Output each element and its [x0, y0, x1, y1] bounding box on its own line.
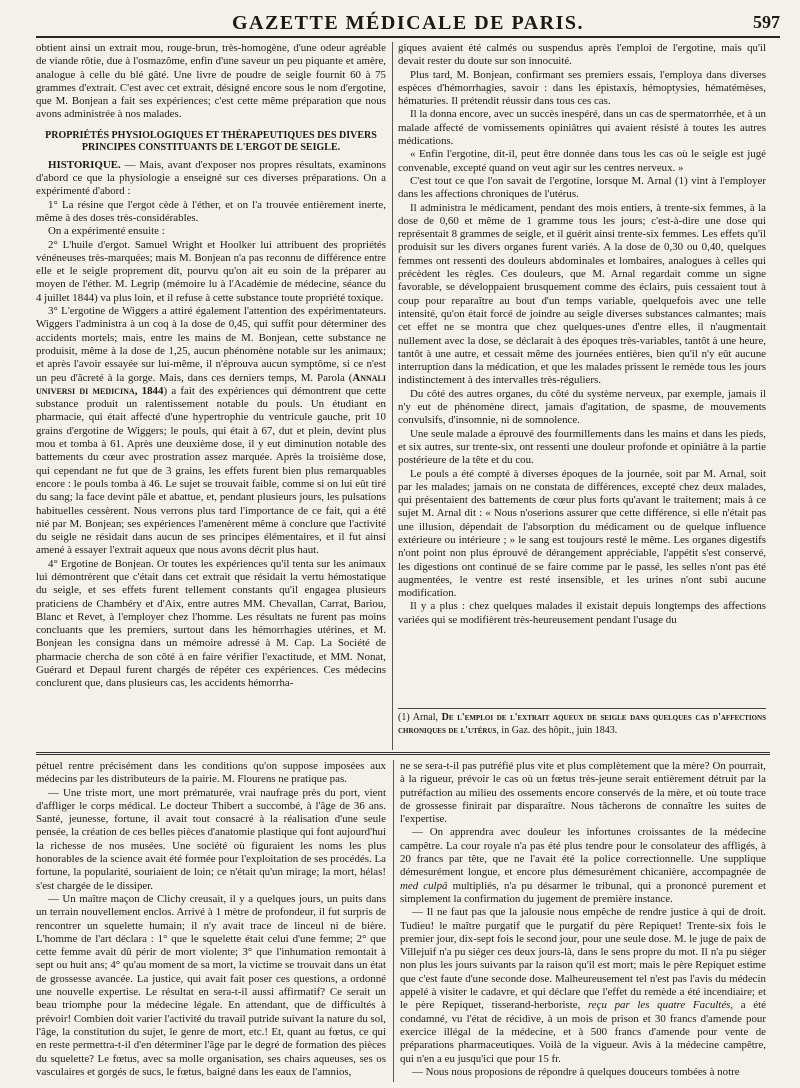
paragraph: — Une triste mort, une mort prématurée, vrai naufrage près du port, vient d'affliger le corps médical. Le docteur Thibert a succombé, à l'âge de 36 ans. Santé, jeunesse, fortune, il avait tout consacré à la réalisation d'une seule pensée, la création de ces belles pièces d'anatomie plastique qui font aujourd'hui la richesse de nos musées. Une société où figuraient les noms les plus honorables de la science avait été formée pour l'exploitation de ses procédés. La fortune, la popularité, souriaient de loin; ce n'était qu'un mirage; la mort, hélas! s'est chargée de le dissiper. [36, 786, 386, 892]
section-title: PROPRIÉTÉS PHYSIOLOGIQUES ET THÉRAPEUTIQUES DES DIVERS PRINCIPES CONSTITUANTS DE L'ERGOT DE SEIGLE. [45, 129, 377, 154]
paragraph: Du côté des autres organes, du côté du système nerveux, par exemple, jamais il n'y eut de phénomène direct, jamais d'agitation, de spasme, de mouvements convulsifs, d'insomnie, ni de somnolence. [398, 387, 766, 427]
section-separator [36, 752, 770, 755]
paragraph: « Enfin l'ergotine, dit-il, peut être donnée dans tous les cas où le seigle est jugé convenable, excepté quand on veut agir sur les centres nerveux. » [398, 148, 766, 174]
column-1 [36, 42, 386, 750]
paragraph: Il y a plus : chez quelques malades il existait depuis longtemps des affections variées qui se modifièrent très-heureusement pendant l'usage du [398, 600, 766, 626]
paragraph [400, 906, 766, 1066]
paragraph: ne se sera-t-il pas putréfié plus vite et plus complètement que la mère? On pourrait, à la rigueur, prévoir le cas où un fœtus très-jeune serait entièrement détruit par la putréfaction au milieu des ossements encore conservés de la mère, et où toute trace de grossesse finirait par disparaître. Nous tâcherons de connaître les suites de l'expertise. [400, 760, 766, 826]
footnote-title: De l'emploi de l'extrait aqueux de seigle dans quelques cas d'affections chroniques de l'utérus [398, 712, 766, 736]
paragraph: giques avaient été calmés ou suspendus après l'emploi de l'ergotine, mais qu'il devait rester du doute sur son innocuité. [398, 42, 766, 68]
paragraph: Il la donna encore, avec un succès inespéré, dans un cas de spermatorrhée, et à un malade affecté de vomissements opiniâtres qui avaient résisté à toutes les autres médications. [398, 108, 766, 148]
paragraph-text: ) a fait des expériences qui démontrent que cette substance produit un ralentissement notable du pouls. Un étudiant en pharmacie, qui était affecté d'une hypertrophie du ventricule gauche, prit 10 grains d'ergotine de Wiggers; le pouls, qui était à 67, dut et plein, devint plus mou et tomba à 61. Après une deuxième dose, il y eut diminution notable des battements du cœur avec prostration assez marquée. Après la troisième dose, qui cependant ne fut que de 3 grains, les effets furent bien plus remarquables encore : le pouls tomba à 46. Le sujet se trouvait faible, comme si on lui eût tiré du sang; la face devint pâle et abattue, et, pendant plusieurs jours, les pulsations habituelles cessèrent. Nous verrons plus tard l'importance de ce fait, qui a été nié par M. Bonjean; ses expériences l'amenèrent même à conclure que l'activité du seigle ne résidait dans aucun de ses principes élémentaires, et il fut ainsi amené à essayer l'extrait aqueux que nous avons décrit plus haut. [36, 384, 386, 557]
column-divider [392, 42, 393, 750]
paragraph: — Nous nous proposions de répondre à quelques douceurs tombées à notre [412, 1065, 740, 1078]
paragraph: Le pouls a été compté à diverses époques de la journée, soit par M. Arnal, soit par les malades; jamais on ne constata de différences, excepté chez deux malades, qui présentaient des battements de cœur plus forts qu'avant le traitement; mais à ce sujet M. Arnal dit : « Nous n'oserions assurer que cette différence, si elle n'était pas une illusion, dépendait de l'absorption du médicament ou de quelque influence extérieure ou intérieure ; » le sang est toujours resté le même. Les organes digestifs n'ont point non plus éprouvé de dérangement appréciable, l'appétit s'est conservé, les digestions ont continué de se faire comme par le passé, les selles n'ont pas été augmentées, le ventre est resté insensible, et les urines n'ont subi aucune modification. [398, 467, 766, 600]
column-2 [398, 42, 766, 704]
paragraph: 1° La résine que l'ergot cède à l'éther, et on l'a trouvée entièrement inerte, même à des doses très-considérables. [36, 198, 386, 224]
paragraph: On a expérimenté ensuite : [48, 225, 165, 238]
paragraph: Plus tard, M. Bonjean, confirmant ses premiers essais, l'employa dans diverses espèces d'hémorrhagies, savoir : dans les épistaxis, hémoptysies, hématémèses, hématuries. Il prétendit réussir dans tous ces cas. [398, 68, 766, 108]
paragraph: 4° Ergotine de Bonjean. Or toutes les expériences qu'il tenta sur les animaux lui démontrèrent que c'était dans cet extrait que résidait la vertu hémostatique du seigle, et ses effets furent tellement constants qu'il engagea plusieurs praticiens de Chambéry et d'Aix, entre autres MM. Chevallan, Carrat, Bariou, Blanc et Revet, à l'employer chez l'homme. Les résultats ne furent pas moins concluants que les premiers, surtout dans les hémorrhagies utérines, et M. Bonjean les consigna dans un mémoire adressé à M. Cap. La Société de pharmacie chercha de son côté à en faire vérifier l'exactitude, et MM. Nonat, Guérard et Depaul furent chargés de répéter ces expériences. Ces médecins conclurent que, dans plusieurs cas, les accidents hémorrha- [36, 557, 386, 690]
footnote-rule [398, 708, 766, 709]
paragraph: Il administra le médicament, pendant des mois entiers, à trente-six femmes, à la dose de 0,60 et même de 1 gramme tous les jours; c'est-à-dire une dose qui représentait 8 grammes de seigle, et il guérit ainsi trente-six femmes. Les effets qu'il produisit sur les divers organes furent variés. A la dose de 0,30 ou 0,40, quelques femmes ont ressenti des douleurs abdominales et lombaires, analogues à celles qui précèdent les règles. Ces douleurs, que M. Arnal regardait comme un signe favorable, se développaient brusquement comme des éclairs, puis cessaient tout à coup pour reparaître au bout d'un temps variable, quelquefois avec une telle intensité, qu'on était forcé de joindre au seigle diverses substances calmantes; mais cet effet ne se montra que chez quelques-unes d'entre elles, il n'augmentait nullement avec la dose, se déclarait à des époques très-variables, tantôt à une heure, tantôt à une autre, et cessait même des journées entières, bien qu'il n'y eût aucune interruption dans la médication, et que les malades prissent le remède tous les jours indistinctement à des intervalles très-réguliers. [398, 201, 766, 387]
emphasis: reçu par les quatre Facultés [587, 999, 731, 1012]
column-4 [400, 760, 766, 1082]
historique-label: HISTORIQUE. [48, 158, 121, 171]
paragraph [36, 305, 386, 558]
paragraph [400, 826, 766, 906]
paragraph-text: , a été condamné, vu l'état de récidive, à un mois de prison et 30 francs d'amende pour exercice illégal de la médecine, et à 500 francs d'amende pour vente de préparations pharmaceutiques. Voilà de la vigueur. Avis à la médecine campêtre, qui n'en a eu jusqu'ici que pour 15 fr. [400, 999, 766, 1065]
paragraph: C'est tout ce que l'on savait de l'ergotine, lorsque M. Arnal (1) vint à l'employer dans les affections chroniques de l'utérus. [398, 174, 766, 201]
page-header [36, 10, 780, 38]
paragraph-text: — Mais, avant d'exposer nos propres résultats, examinons d'abord ce que la physiologie a enseigné sur ces diverses préparations. On a expérimenté d'abord : [36, 158, 386, 198]
column-3 [36, 760, 386, 1082]
citation: Annali universi di medicina, 1844 [36, 371, 386, 397]
page-number: 597 [753, 12, 780, 32]
paragraph-text: multipliés, n'a pu désarmer le tribunal, qui a prononcé purement et simplement la confirmation du jugement de première instance. [400, 879, 766, 905]
journal-title: GAZETTE MÉDICALE DE PARIS. [231, 12, 585, 34]
paragraph: — Un maître maçon de Clichy creusait, il y a quelques jours, un puits dans un terrain nouvellement enclos. Arrivé à 1 mètre de profondeur, il fut surpris de rencontrer un squelette humain; il n'y avait trace de linceul ni de bière. L'homme de l'art déclara : 1° que le squelette était celui d'une femme; 2° que cette femme avait dû périr de mort violente; 3° que l'inhumation remontait à sept ou huit ans; 4° qu'au moment de sa mort, la victime se trouvait dans un état de grossesse avancée. La justice, qui avait fait poser ces questions, a ordonné une nouvelle expertise. Le résultat en sera-t-il aussi affirmatif? Ce serait un beau triomphe pour la médecine légale. En attendant, que de difficultés à prévoir! Combien doit varier l'activité du travail putride suivant la nature du sol, l'âge, la constitution du sujet, le genre de mort, etc.! Et, quant au fœtus, ce qui en reste permettra-t-il d'en déterminer l'âge par le degré de formation des pièces du squelette? Le fœtus, avec sa molle organisation, ses chairs aqueuses, ses os vasculaires et gorgés de sucs, le fœtus, baigné dans les eaux de l'amnios, [36, 892, 386, 1078]
paragraph-text: — On apprendra avec douleur les infortunes croissantes de la médecine campêtre. La cour royale n'a pas été plus tendre pour le consolateur des affligés, à 20 francs par tête, que ne l'avait été la police correctionnelle. Une supplique démesurément longue, et encore plus démesurément chicanière, accompagnée de [400, 826, 766, 879]
paragraph-text: — Il ne faut pas que la jalousie nous empêche de rendre justice à qui de droit. Tudieu! le maître purgatif que le purgatif du père Repiquet! Trente-six fois le premier jour, dix-sept fois le second jour, pour une seule dose. M. le juge de paix de Villejuif n'a pu siéger ces deux jours-là, dans le sens propre du mot. Il n'a pu siéger non plus les jours suivants par la raison qu'il est mort; mais le père Repiquet estime que c'est faute d'une seconde dose. Malheureusement tel n'est pas l'avis du médecin appelé à visiter le cadavre, et qui déclare que l'effet du remède a été incendiaire; et le père Repiquet, tisserand-herboriste, [400, 906, 766, 1012]
paragraph [36, 159, 386, 199]
paragraph: 2° L'huile d'ergot. Samuel Wright et Hoolker lui attribuent des propriétés vénéneuses très-marquées; mais M. Bonjean n'a pas reconnu de différence entre elle et le seigle proprement dit, pourvu qu'on ait eu soin de la préparer au moyen de l'éther. M. Legrip (mémoire lu à l'Académie de médecine, séance du 4 juillet 1844) va plus loin, et il refuse à cette substance toute propriété toxique. [36, 238, 386, 304]
column-divider [393, 760, 394, 1082]
footnote [398, 712, 766, 737]
emphasis: med culpâ [400, 879, 448, 892]
paragraph: obtient ainsi un extrait mou, rouge-brun, très-homogène, d'une odeur agréable de viande rôtie, due à l'osmazôme, enfin d'une saveur un peu piquante et amère, analogue à celle du blé gâté. Une livre de poudre de seigle fournit 60 à 75 grammes d'extrait. C'est avec cet extrait, désigné encore sous le nom d'ergotine, que M. Bonjean a fait ses expériences; c'est cette même préparation que nous avons administrée à nos malades. [36, 42, 386, 121]
footnote-lead: (1) Arnal, [398, 712, 442, 723]
paragraph-text: 3° L'ergotine de Wiggers a attiré également l'attention des expérimentateurs. Wiggers l'administra à un coq à la dose de 0,45, qui suffit pour déterminer des accidents mortels; mais, entre les mains de M. Bonjean, cette substance ne produisit, même à la dose de 1,25, aucun phénomène notable sur les animaux; et après l'avoir essayée sur lui-même, il n'éprouva aucun symptôme, si ce n'est un peu d'âcreté à la gorge. Mais, dans ces derniers temps, M. Parola ( [36, 305, 386, 384]
paragraph: pétuel rentre précisément dans les conditions qu'on suppose imposées aux médecins par les distributeurs de la pairie. M. Flourens ne pratique pas. [36, 760, 386, 786]
footnote-tail: , in Gaz. des hôpit., juin 1843. [496, 724, 618, 736]
paragraph: Une seule malade a éprouvé des fourmillements dans les mains et dans les pieds, et six autres, sur trente-six, ont ressenti une douleur profonde et opiniâtre à la partie postérieure de la tête et du cou. [398, 427, 766, 467]
